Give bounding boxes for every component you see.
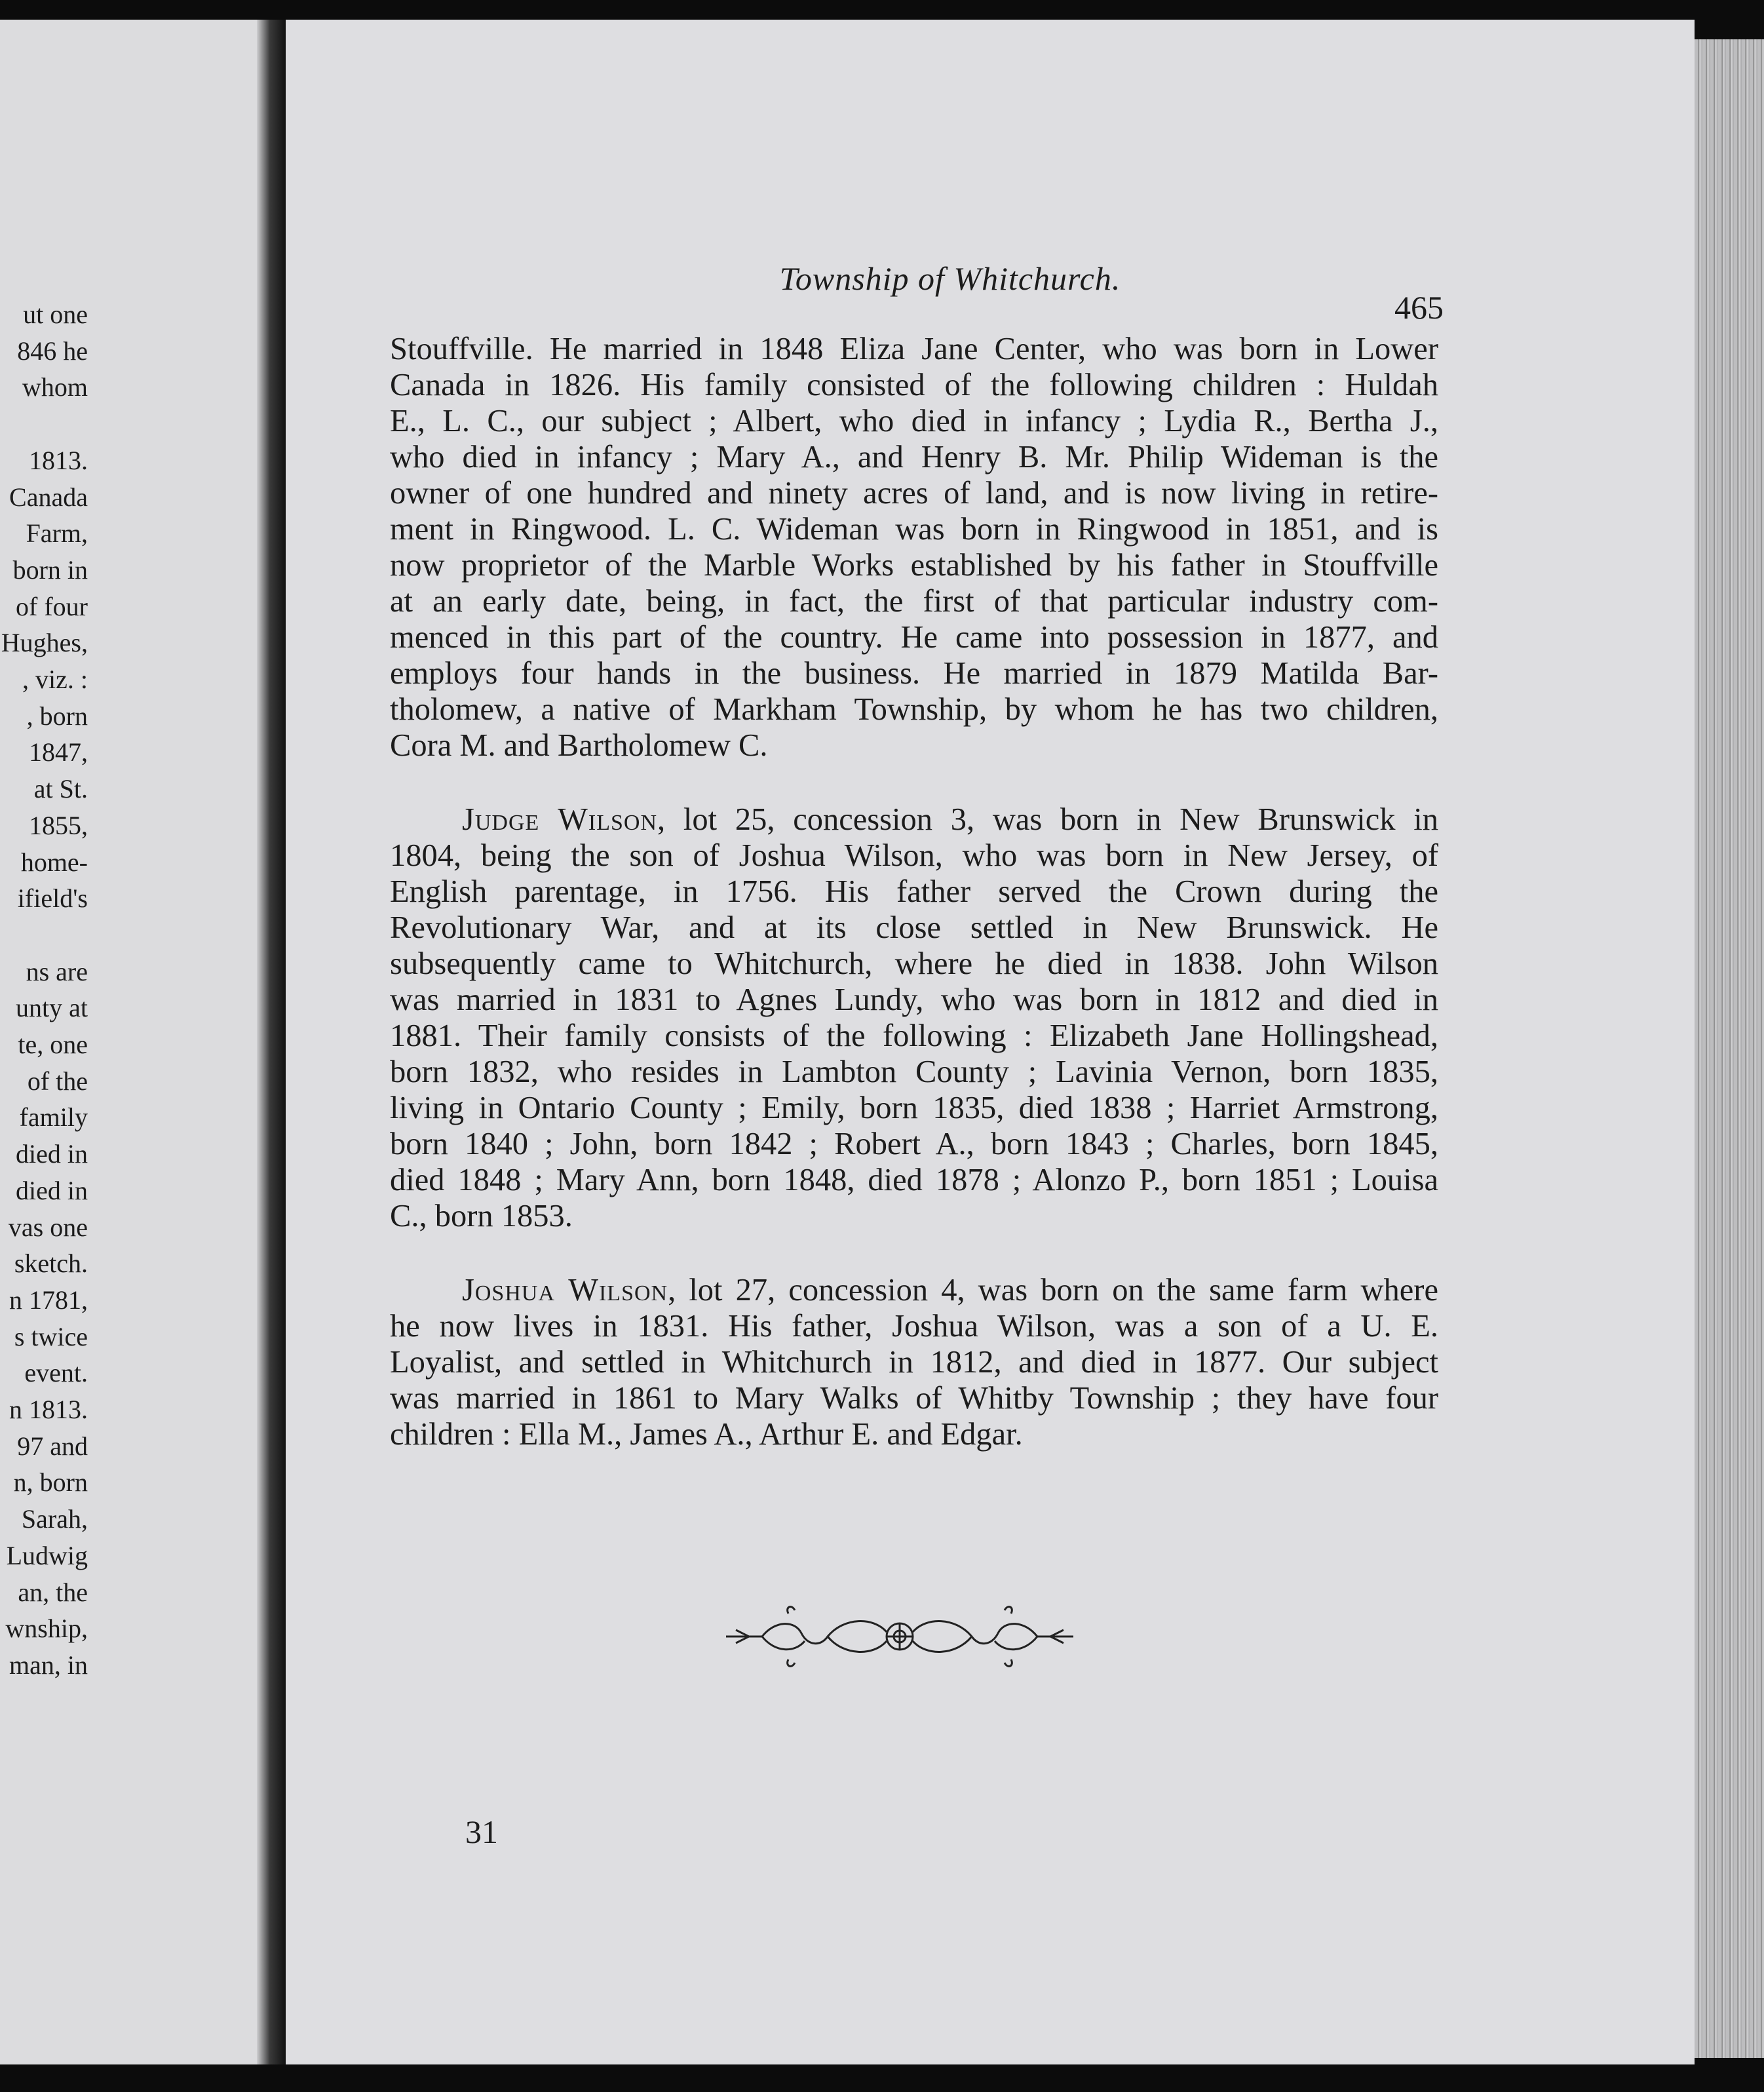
text-line: Revolutionary War, and at its close settled in New Brunswick. He — [390, 910, 1438, 945]
running-head: Township of Whitchurch. — [779, 260, 1121, 297]
book-gutter — [257, 20, 286, 2064]
left-page-line: an, the — [18, 1577, 88, 1607]
text-line: menced in this part of the country. He came into possession in 1877, and — [390, 620, 1438, 655]
page-number: 465 — [1394, 289, 1444, 326]
paragraph-wideman — [390, 331, 1438, 764]
left-page-line: born in — [12, 554, 88, 585]
text-line: he now lives in 1831. His father, Joshua Wilson, was a son of a U. E. — [390, 1309, 1438, 1344]
left-page-line: man, in — [9, 1650, 88, 1680]
signature-mark: 31 — [465, 1813, 498, 1850]
text-line-rest: , lot 27, concession 4, was born on the same farm where — [668, 1273, 1438, 1308]
left-page-line: died in — [16, 1139, 88, 1169]
left-page-line: n, born — [13, 1467, 88, 1498]
left-page-line: Sarah, — [21, 1504, 88, 1534]
left-page-line: 1855, — [29, 810, 88, 840]
left-page-line: event. — [24, 1358, 88, 1388]
left-page-line: 97 and — [17, 1431, 88, 1461]
left-page-line: at St. — [33, 774, 88, 804]
left-page-line: died in — [16, 1175, 88, 1205]
left-page-line: ns are — [26, 956, 88, 986]
text-line-rest: , lot 25, concession 3, was born in New Brunswick in — [657, 802, 1438, 837]
text-line: who died in infancy ; Mary A., and Henry B. Mr. Philip Wideman is the — [390, 440, 1438, 475]
text-line: subsequently came to Whitchurch, where he died in 1838. John Wilson — [390, 946, 1438, 981]
left-page-line: Ludwig — [6, 1540, 88, 1570]
text-line: Loyalist, and settled in Whitchurch in 1812, and died in 1877. Our subject — [390, 1345, 1438, 1380]
left-page-line: vas one — [8, 1212, 88, 1242]
left-page-line: , born — [26, 701, 88, 731]
left-page-line: whom — [22, 372, 88, 402]
left-page-line: Canada — [9, 482, 88, 512]
left-page-line: n 1813. — [9, 1395, 88, 1424]
text-line: E., L. C., our subject ; Albert, who died in infancy ; Lydia R., Bertha J., — [390, 404, 1438, 438]
text-line — [390, 802, 1438, 838]
ornament-divider — [723, 1600, 1077, 1673]
left-page-line: te, one — [18, 1030, 88, 1059]
left-page-line: unty at — [16, 993, 88, 1023]
left-page-line: wnship, — [5, 1614, 88, 1644]
left-page-line: 1813. — [29, 445, 88, 475]
left-page-line: of the — [27, 1066, 88, 1096]
left-page-line: family — [19, 1102, 88, 1133]
text-line — [390, 1272, 1438, 1308]
text-line: 1881. Their family consists of the following : Elizabeth Jane Hollingshead, — [390, 1018, 1438, 1053]
paragraph-judge-wilson — [390, 802, 1438, 1234]
text-line: Stouffville. He married in 1848 Eliza Jane Center, who was born in Lower — [390, 332, 1438, 366]
text-line: at an early date, being, in fact, the first of that particular industry com- — [390, 584, 1438, 619]
text-line: living in Ontario County ; Emily, born 1835, died 1838 ; Harriet Armstrong, — [390, 1091, 1438, 1125]
paragraph-joshua-wilson — [390, 1272, 1438, 1452]
left-page-line: sketch. — [14, 1249, 88, 1279]
text-line: children : Ella M., James A., Arthur E. and Edgar. — [390, 1417, 1023, 1452]
text-line: was married in 1831 to Agnes Lundy, who was born in 1812 and died in — [390, 982, 1438, 1017]
left-page-line: 846 he — [17, 336, 88, 366]
text-line: owner of one hundred and ninety acres of land, and is now living in retire- — [390, 476, 1438, 511]
text-line: ment in Ringwood. L. C. Wideman was born in Ringwood in 1851, and is — [390, 512, 1438, 547]
text-line: employs four hands in the business. He married in 1879 Matilda Bar- — [390, 656, 1438, 691]
left-page-line: , viz. : — [22, 665, 88, 694]
left-page-line: Farm, — [26, 518, 88, 549]
text-line: Cora M. and Bartholomew C. — [390, 728, 768, 763]
text-line: tholomew, a native of Markham Township, by whom he has two children, — [390, 692, 1438, 727]
left-page-line: ifield's — [17, 883, 88, 914]
text-line: was married in 1861 to Mary Walks of Whitby Township ; they have four — [390, 1381, 1438, 1416]
text-line: 1804, being the son of Joshua Wilson, who was born in New Jersey, of — [390, 838, 1438, 873]
text-line: died 1848 ; Mary Ann, born 1848, died 1878 ; Alonzo P., born 1851 ; Louisa — [390, 1163, 1438, 1197]
left-page-line: s twice — [14, 1321, 88, 1351]
left-page-line: of four — [16, 591, 88, 621]
text-line: born 1832, who resides in Lambton County ; Lavinia Vernon, born 1835, — [390, 1055, 1438, 1089]
left-page-line: Hughes, — [1, 628, 88, 658]
left-page-line: ut one — [23, 300, 88, 329]
text-line: Canada in 1826. His family consisted of the following children : Huldah — [390, 368, 1438, 402]
page-edges — [1695, 39, 1764, 2058]
entry-name: Judge Wilson — [462, 802, 658, 837]
entry-name: Joshua Wilson — [462, 1273, 668, 1308]
text-line: now proprietor of the Marble Works established by his father in Stouffville — [390, 548, 1438, 583]
text-line: English parentage, in 1756. His father served the Crown during the — [390, 874, 1438, 909]
text-line: born 1840 ; John, born 1842 ; Robert A., born 1843 ; Charles, born 1845, — [390, 1127, 1438, 1161]
left-page-line: 1847, — [29, 737, 88, 767]
left-page-line: n 1781, — [9, 1285, 88, 1315]
body-text — [390, 331, 1438, 1452]
text-line: C., born 1853. — [390, 1199, 573, 1233]
left-page-line: home- — [20, 847, 88, 877]
